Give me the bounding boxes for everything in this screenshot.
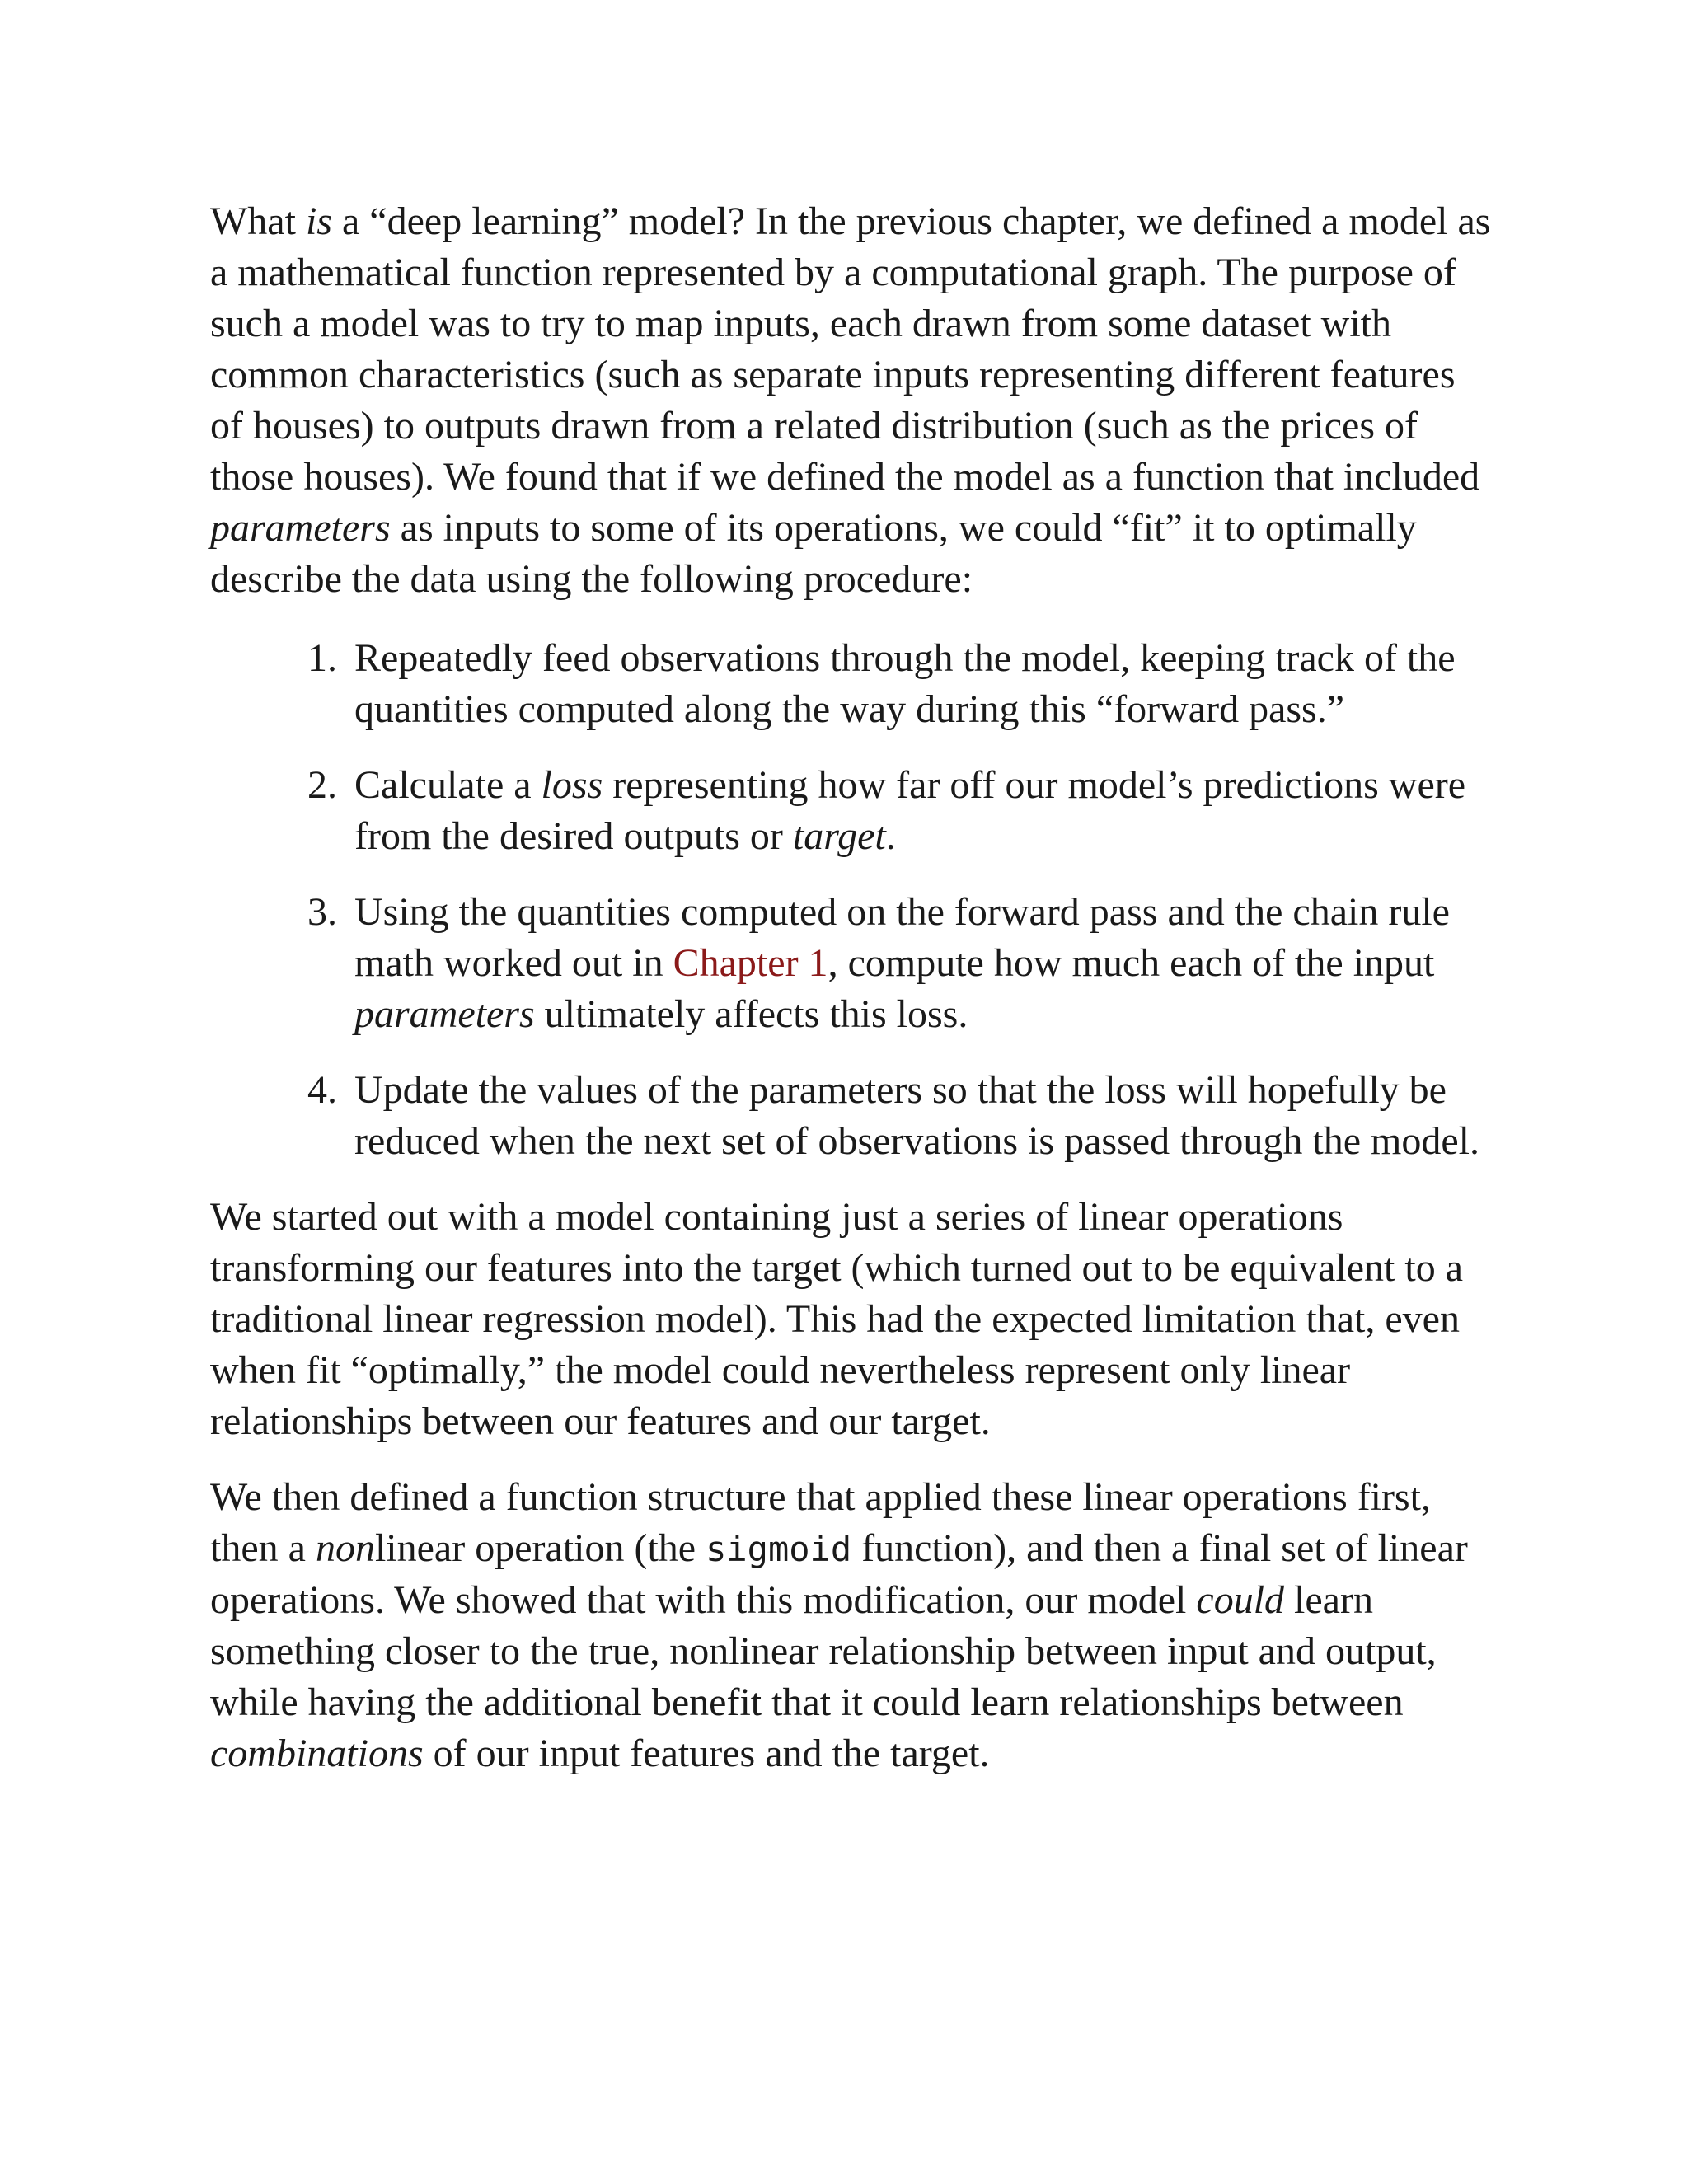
procedure-list [210, 633, 1496, 1167]
list-item-text: Repeatedly feed observations through the model, keeping track of the quantities computed along the way during this “forward pass.” [354, 636, 1456, 731]
emphasis-is: is [305, 199, 332, 243]
emphasis-loss: loss [541, 763, 603, 807]
list-item-text: Update the values of the parameters so that the loss will hopefully be reduced when the next set of observations is passed through the model. [354, 1068, 1479, 1163]
sigmoid-code: sigmoid [706, 1529, 852, 1569]
list-number: 4. [307, 1068, 337, 1112]
emphasis-could: could [1196, 1578, 1285, 1622]
list-number: 1. [307, 636, 337, 680]
list-item: 2. Calculate a loss representing how far off our model’s predictions were from the desired outputs or target. [210, 760, 1496, 862]
emphasis-target: target [792, 814, 886, 858]
list-item [210, 1065, 1496, 1167]
emphasis-non: non [315, 1526, 375, 1570]
emphasis-parameters: parameters [354, 992, 535, 1036]
list-number: 3. [307, 890, 337, 934]
intro-paragraph: What is a “deep learning” model? In the previous chapter, we defined a model as a mathematical function represented by a computational graph. The purpose of such a model was to try to map inputs, each drawn from some dataset with common characteristics (such as separate inputs representing different features of houses) to outputs drawn from a related distribution (such as the prices of those houses). We found that if we defined the model as a function that included parameters as inputs to some of its operations, we could “fit” it to optimally describe the data using the following procedure: [210, 199, 1491, 601]
linear-model-paragraph: We started out with a model containing just a series of linear operations transforming our features into the target (which turned out to be equivalent to a traditional linear regression model). This had the expected limitation that, even when fit “optimally,” the model could nevertheless represent only linear relationships between our features and our target. [210, 1195, 1463, 1443]
nonlinear-model-paragraph: We then defined a function structure that applied these linear operations first, then a nonlinear operation (the sigmoid function), and then a final set of linear operations. We showed that with this modification, our model could learn something closer to the true, nonlinear relationship between input and output, while having the additional benefit that it could learn relationships between combinations of our input features and the target. [210, 1475, 1468, 1775]
emphasis-combinations: combinations [210, 1732, 424, 1775]
list-item [210, 633, 1496, 735]
list-item: 3. Using the quantities computed on the forward pass and the chain rule math worked out in Chapter 1, compute how much each of the input parameters ultimately affects this loss. [210, 887, 1496, 1040]
page-content [210, 196, 1496, 1779]
emphasis-parameters: parameters [210, 506, 391, 550]
list-number: 2. [307, 763, 337, 807]
chapter-1-link[interactable]: Chapter 1 [673, 941, 828, 985]
